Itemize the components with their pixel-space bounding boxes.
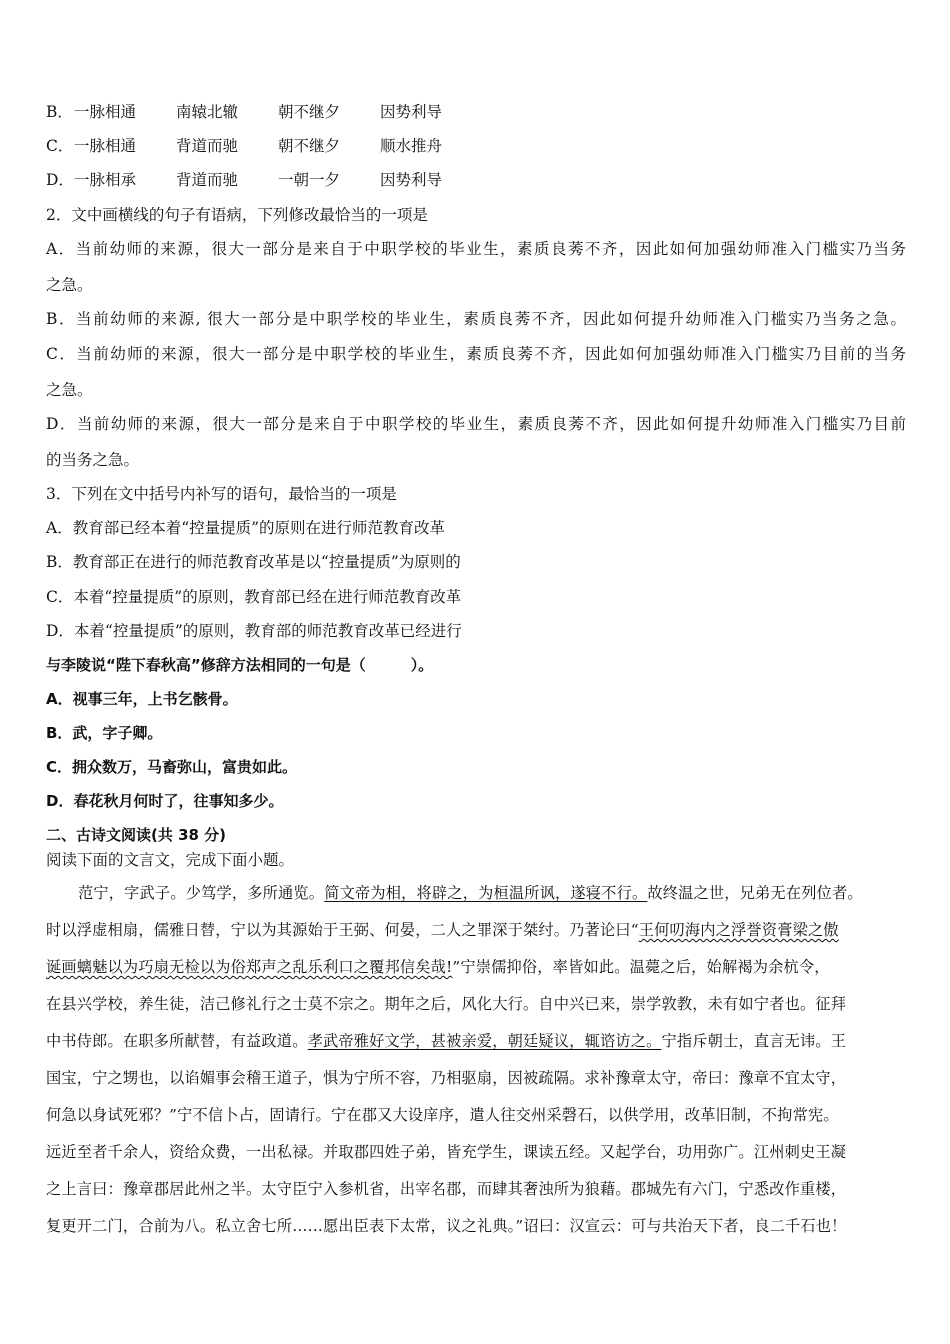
- q1-option-b: [46, 102, 442, 122]
- q4-option-a: A．视事三年，上书乞骸骨。: [46, 690, 238, 708]
- q4-option-d: D．春花秋月何时了，往事知多少。: [46, 792, 284, 810]
- q3-stem: 3．下列在文中括号内补写的语句，最恰当的一项是: [46, 485, 397, 503]
- q2-option-a-line2: 之急。: [46, 276, 93, 294]
- passage-line-4: 在县兴学校，养生徒，洁己修礼行之士莫不宗之。期年之后，风化大行。自中兴已来，崇学敦教，未有如宁者也。征拜: [46, 995, 847, 1013]
- option-label: D．: [46, 171, 74, 189]
- passage-text: 宁指斥朝士，直言无讳。王: [661, 1032, 847, 1050]
- q3-option-b: B．教育部正在进行的师范教育改革是以“控量提质”为原则的: [46, 553, 461, 571]
- option-word: 因势利导: [380, 103, 443, 121]
- passage-text: 范宁，字武子。少笃学，多所通览。: [78, 884, 325, 902]
- passage-line-9: 之上言曰：豫章郡居此州之半。太守臣宁入参机省，出宰名郡，而肆其奢浊所为狼藉。郡城先有六门，宁悉改作重楼，: [46, 1180, 847, 1198]
- passage-text: ”宁崇儒抑俗，率皆如此。温薨之后，始解褐为余杭令，: [452, 958, 830, 976]
- q3-option-a: A．教育部已经本着“控量提质”的原则在进行师范教育改革: [46, 519, 446, 537]
- passage-line-3: [46, 957, 830, 977]
- underlined-sentence-2: 孝武帝雅好文学，甚被亲爱，朝廷疑议，辄谘访之。: [307, 1032, 662, 1050]
- wavy-underlined-sentence: 诞画螭魅以为巧扇无检以为俗郑声之乱乐利口之覆邦信矣哉!: [46, 958, 453, 976]
- q2-option-a-line1: A．当前幼师的来源，很大一部分是来自于中职学校的毕业生，素质良莠不齐，因此如何加强幼师准入门槛实乃当务: [46, 240, 906, 258]
- passage-text: 时以浮虚相扇，儒雅日替，宁以为其源始于王弼、何晏，二人之罪深于桀纣。乃著论曰“: [46, 921, 639, 939]
- option-word: 朝不继夕: [278, 137, 341, 155]
- passage-line-7: 何急以身试死邪？”宁不信卜占，固请行。宁在郡又大设庠序，遣人往交州采磬石，以供学用，改革旧制，不拘常宪。: [46, 1106, 839, 1124]
- q4-stem: 与李陵说“陛下春秋高”修辞方法相同的一句是（ ）。: [46, 656, 434, 674]
- q2-stem: 2．文中画横线的句子有语病，下列修改最恰当的一项是: [46, 206, 428, 224]
- option-word: 一脉相通: [74, 103, 137, 121]
- option-word: 南辕北辙: [176, 103, 239, 121]
- section-instruction: 阅读下面的文言文，完成下面小题。: [46, 851, 295, 869]
- q2-option-b: B．当前幼师的来源, 很大一部分是中职学校的毕业生，素质良莠不齐，因此如何提升幼师准入门槛实乃当务之急。: [46, 310, 906, 328]
- option-word: 因势利导: [380, 171, 443, 189]
- option-word: 一脉相通: [74, 137, 137, 155]
- passage-text: 中书侍郎。在职多所献替，有益政道。: [46, 1032, 308, 1050]
- option-word: 背道而驰: [176, 171, 239, 189]
- passage-line-5: [46, 1031, 846, 1051]
- q2-option-d-line1: D．当前幼师的来源，很大一部分是来自于中职学校的毕业生，素质良莠不齐，因此如何提升幼师准入门槛实乃目前: [46, 415, 906, 433]
- q1-option-d: [46, 170, 442, 190]
- q3-option-c: C．本着“控量提质”的原则，教育部已经在进行师范教育改革: [46, 588, 462, 606]
- q4-option-b: B．武，字子卿。: [46, 724, 163, 742]
- passage-line-10: 复更开二门，合前为八。私立舍七所……愿出臣表下太常，议之礼典。”诏曰：汉宣云：可与共治天下者，良二千石也！: [46, 1217, 847, 1235]
- option-word: 朝不继夕: [278, 103, 341, 121]
- passage-line-8: 远近至者千余人，资给众费，一出私禄。并取郡四姓子弟，皆充学生，课读五经。又起学台，功用弥广。江州刺史王凝: [46, 1143, 847, 1161]
- underlined-sentence-1: 简文帝为相，将辟之，为桓温所讽，遂寝不行。: [324, 884, 648, 902]
- q2-option-d-line2: 的当务之急。: [46, 451, 140, 469]
- passage-line-2: [46, 920, 839, 940]
- q3-option-d: D．本着“控量提质”的原则，教育部的师范教育改革已经进行: [46, 622, 462, 640]
- q2-option-c-line2: 之急。: [46, 381, 93, 399]
- option-word: 一朝一夕: [278, 171, 341, 189]
- option-word: 背道而驰: [176, 137, 239, 155]
- option-word: 顺水推舟: [380, 137, 443, 155]
- passage-text: 故终温之世，兄弟无在列位者。: [647, 884, 863, 902]
- option-word: 一脉相承: [74, 171, 137, 189]
- section-title: 二、古诗文阅读(共 38 分): [46, 826, 227, 844]
- option-label: B．: [46, 103, 73, 121]
- passage-line-6: 国宝，宁之甥也，以谄媚事会稽王道子，惧为宁所不容，乃相驱扇，因被疏隔。求补豫章太守，帝曰：豫章不宜太守，: [46, 1069, 847, 1087]
- wavy-underlined-sentence: 王何叨海内之浮誉资膏梁之傲: [638, 921, 839, 939]
- passage-line-1: [78, 883, 863, 903]
- q2-option-c-line1: C．当前幼师的来源，很大一部分是中职学校的毕业生，素质良莠不齐，因此如何加强幼师准入门槛实乃目前的当务: [46, 345, 906, 363]
- q1-option-c: [46, 136, 442, 156]
- q4-option-c: C．拥众数万，马畜弥山，富贵如此。: [46, 758, 298, 776]
- option-label: C．: [46, 137, 74, 155]
